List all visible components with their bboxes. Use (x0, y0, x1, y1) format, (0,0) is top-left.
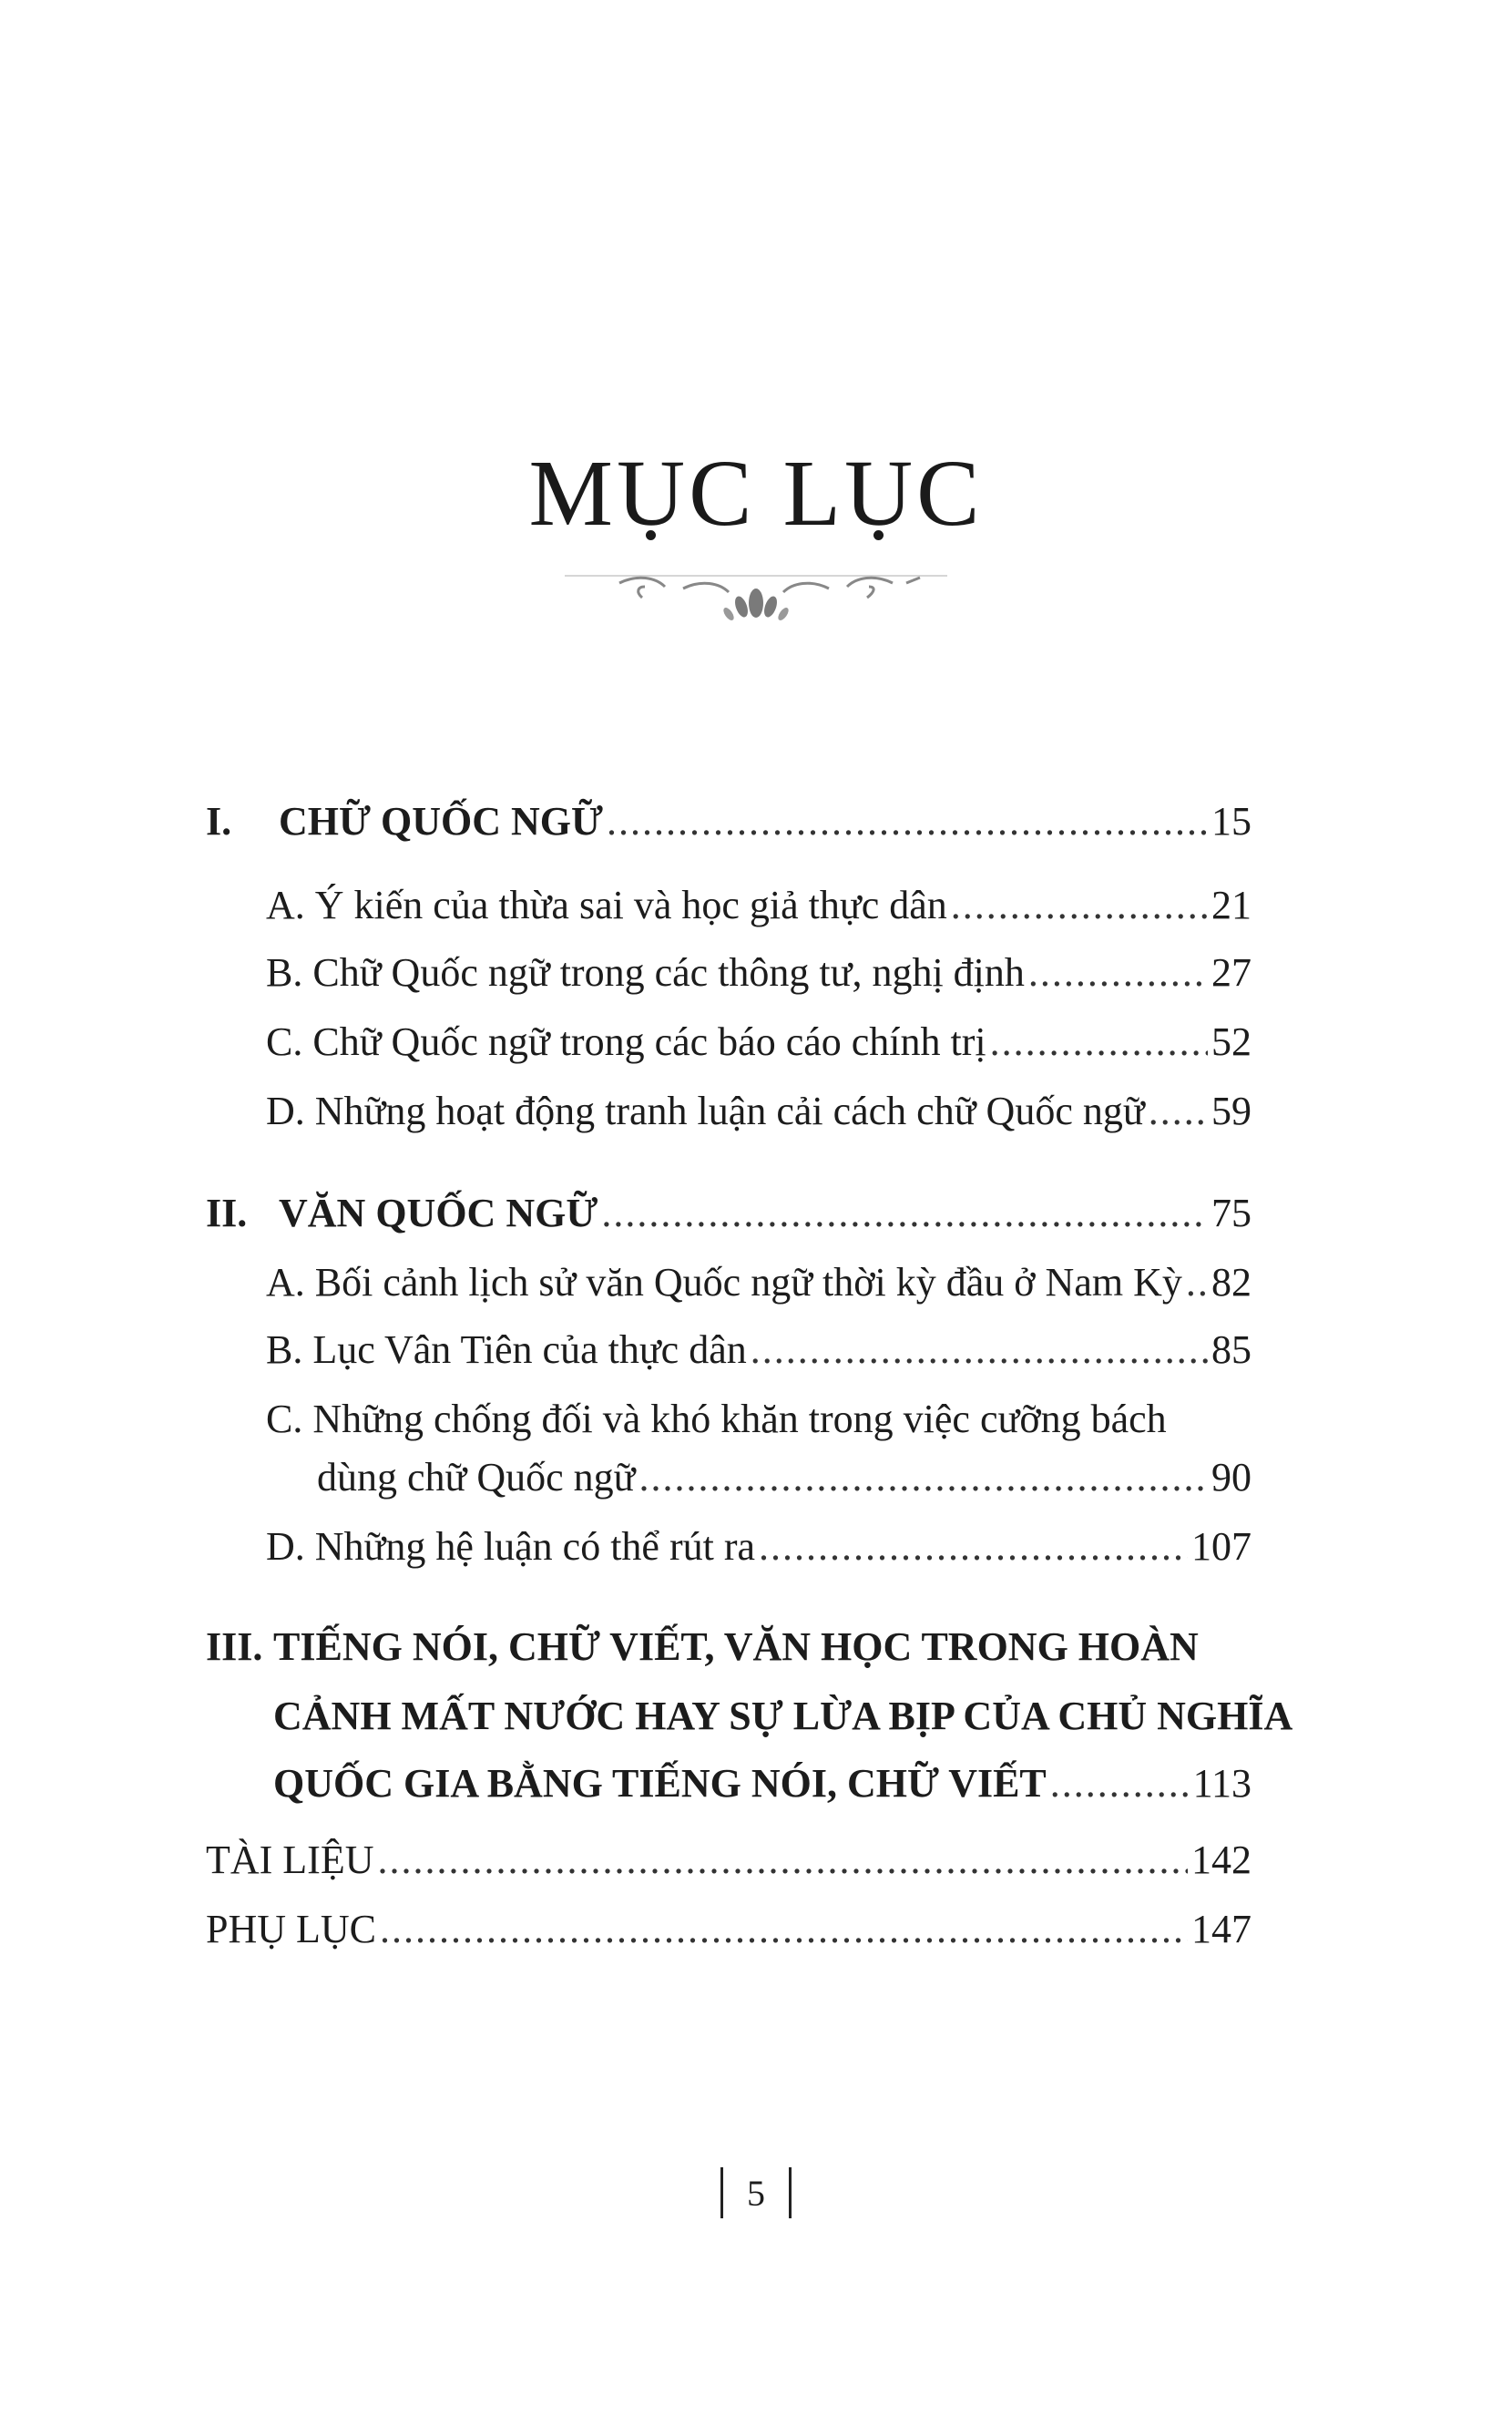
toc-section-title: CHỮ QUỐC NGỮ (279, 799, 604, 844)
toc-page-number: 82 (1211, 1260, 1251, 1305)
toc-page-number: 15 (1211, 799, 1251, 844)
dot-leader (601, 1193, 1208, 1234)
title-ornament-icon (547, 556, 965, 638)
toc-subsection-2b (266, 1327, 1251, 1372)
toc-subsection-title: A. Ý kiến của thừa sai và học giả thực dân (266, 883, 947, 927)
toc-subsection-2a (266, 1260, 1251, 1305)
toc-page-number: 27 (1211, 950, 1251, 995)
toc-subsection-title: C. Chữ Quốc ngữ trong các báo cáo chính trị (266, 1019, 986, 1064)
dot-leader (1050, 1764, 1190, 1804)
toc-page-number: 142 (1191, 1838, 1251, 1882)
toc-section-3-line1 (206, 1624, 1251, 1669)
toc-subsection-title: D. Những hệ luận có thể rút ra (266, 1524, 756, 1569)
toc-section-number: II. (206, 1191, 248, 1235)
toc-section-title: PHỤ LỤC (206, 1907, 377, 1951)
toc-references (206, 1840, 1251, 1880)
toc-page-number: 113 (1192, 1761, 1251, 1806)
toc-subsection-title-cont: dùng chữ Quốc ngữ (317, 1455, 636, 1500)
toc-subsection-title: C. Những chống đối và khó khăn trong việc cưỡng bách (266, 1397, 1167, 1441)
dot-leader (639, 1458, 1208, 1498)
folio-page-number: 5 (747, 2172, 765, 2214)
dot-leader (759, 1527, 1188, 1567)
toc-page-number: 90 (1211, 1455, 1251, 1500)
toc-section-title: VĂN QUỐC NGỮ (279, 1191, 598, 1235)
toc-subsection-1a (266, 883, 1251, 927)
toc-appendix (206, 1909, 1251, 1950)
toc-subsection-2c-line1 (266, 1399, 1251, 1439)
dot-leader (751, 1330, 1208, 1370)
folio-rule-left (720, 2167, 723, 2218)
toc-subsection-title: B. Lục Vân Tiên của thực dân (266, 1327, 747, 1372)
toc-section-2 (206, 1193, 1251, 1234)
page-folio (701, 2161, 811, 2225)
toc-section-title: TIẾNG NÓI, CHỮ VIẾT, VĂN HỌC TRONG HOÀN (273, 1624, 1199, 1669)
toc-section-3-line2 (273, 1694, 1293, 1738)
toc-page-number: 52 (1211, 1019, 1251, 1064)
toc-subsection-2c-line2 (317, 1455, 1251, 1500)
dot-leader (1149, 1091, 1208, 1131)
toc-section-title: TÀI LIỆU (206, 1838, 374, 1882)
toc-page-number: 107 (1191, 1524, 1251, 1569)
dot-leader (607, 802, 1208, 842)
toc-section-number: III. (206, 1624, 263, 1669)
toc-section-3-line3 (273, 1761, 1251, 1806)
dot-leader (951, 886, 1208, 926)
toc-page-number: 59 (1211, 1089, 1251, 1133)
toc-section-title-cont: CẢNH MẤT NƯỚC HAY SỰ LỪA BỊP CỦA CHỦ NGHĨA (273, 1694, 1293, 1738)
dot-leader (380, 1909, 1188, 1950)
toc-subsection-2d (266, 1524, 1251, 1569)
page-title: MỤC LỤC (528, 441, 984, 546)
toc-section-number: I. (206, 799, 232, 844)
toc-subsection-1c (266, 1019, 1251, 1064)
toc-subsection-title: B. Chữ Quốc ngữ trong các thông tư, nghị định (266, 950, 1025, 995)
toc-page-number: 85 (1211, 1327, 1251, 1372)
toc-page-number: 75 (1211, 1191, 1251, 1235)
toc-page-number: 147 (1191, 1907, 1251, 1951)
toc-page-number: 21 (1211, 883, 1251, 927)
toc-subsection-title: A. Bối cảnh lịch sử văn Quốc ngữ thời kỳ đầu ở Nam Kỳ (266, 1260, 1182, 1305)
toc-subsection-1d (266, 1091, 1251, 1131)
dot-leader (1028, 953, 1208, 993)
dot-leader (1186, 1263, 1208, 1303)
dot-leader (990, 1022, 1208, 1062)
toc-subsection-1b (266, 950, 1251, 995)
toc-section-1 (206, 799, 1251, 844)
dot-leader (378, 1840, 1189, 1880)
toc-subsection-title: D. Những hoạt động tranh luận cải cách chữ Quốc ngữ (266, 1089, 1145, 1133)
toc-section-title-cont: QUỐC GIA BẰNG TIẾNG NÓI, CHỮ VIẾT (273, 1761, 1047, 1806)
folio-rule-right (789, 2167, 792, 2218)
